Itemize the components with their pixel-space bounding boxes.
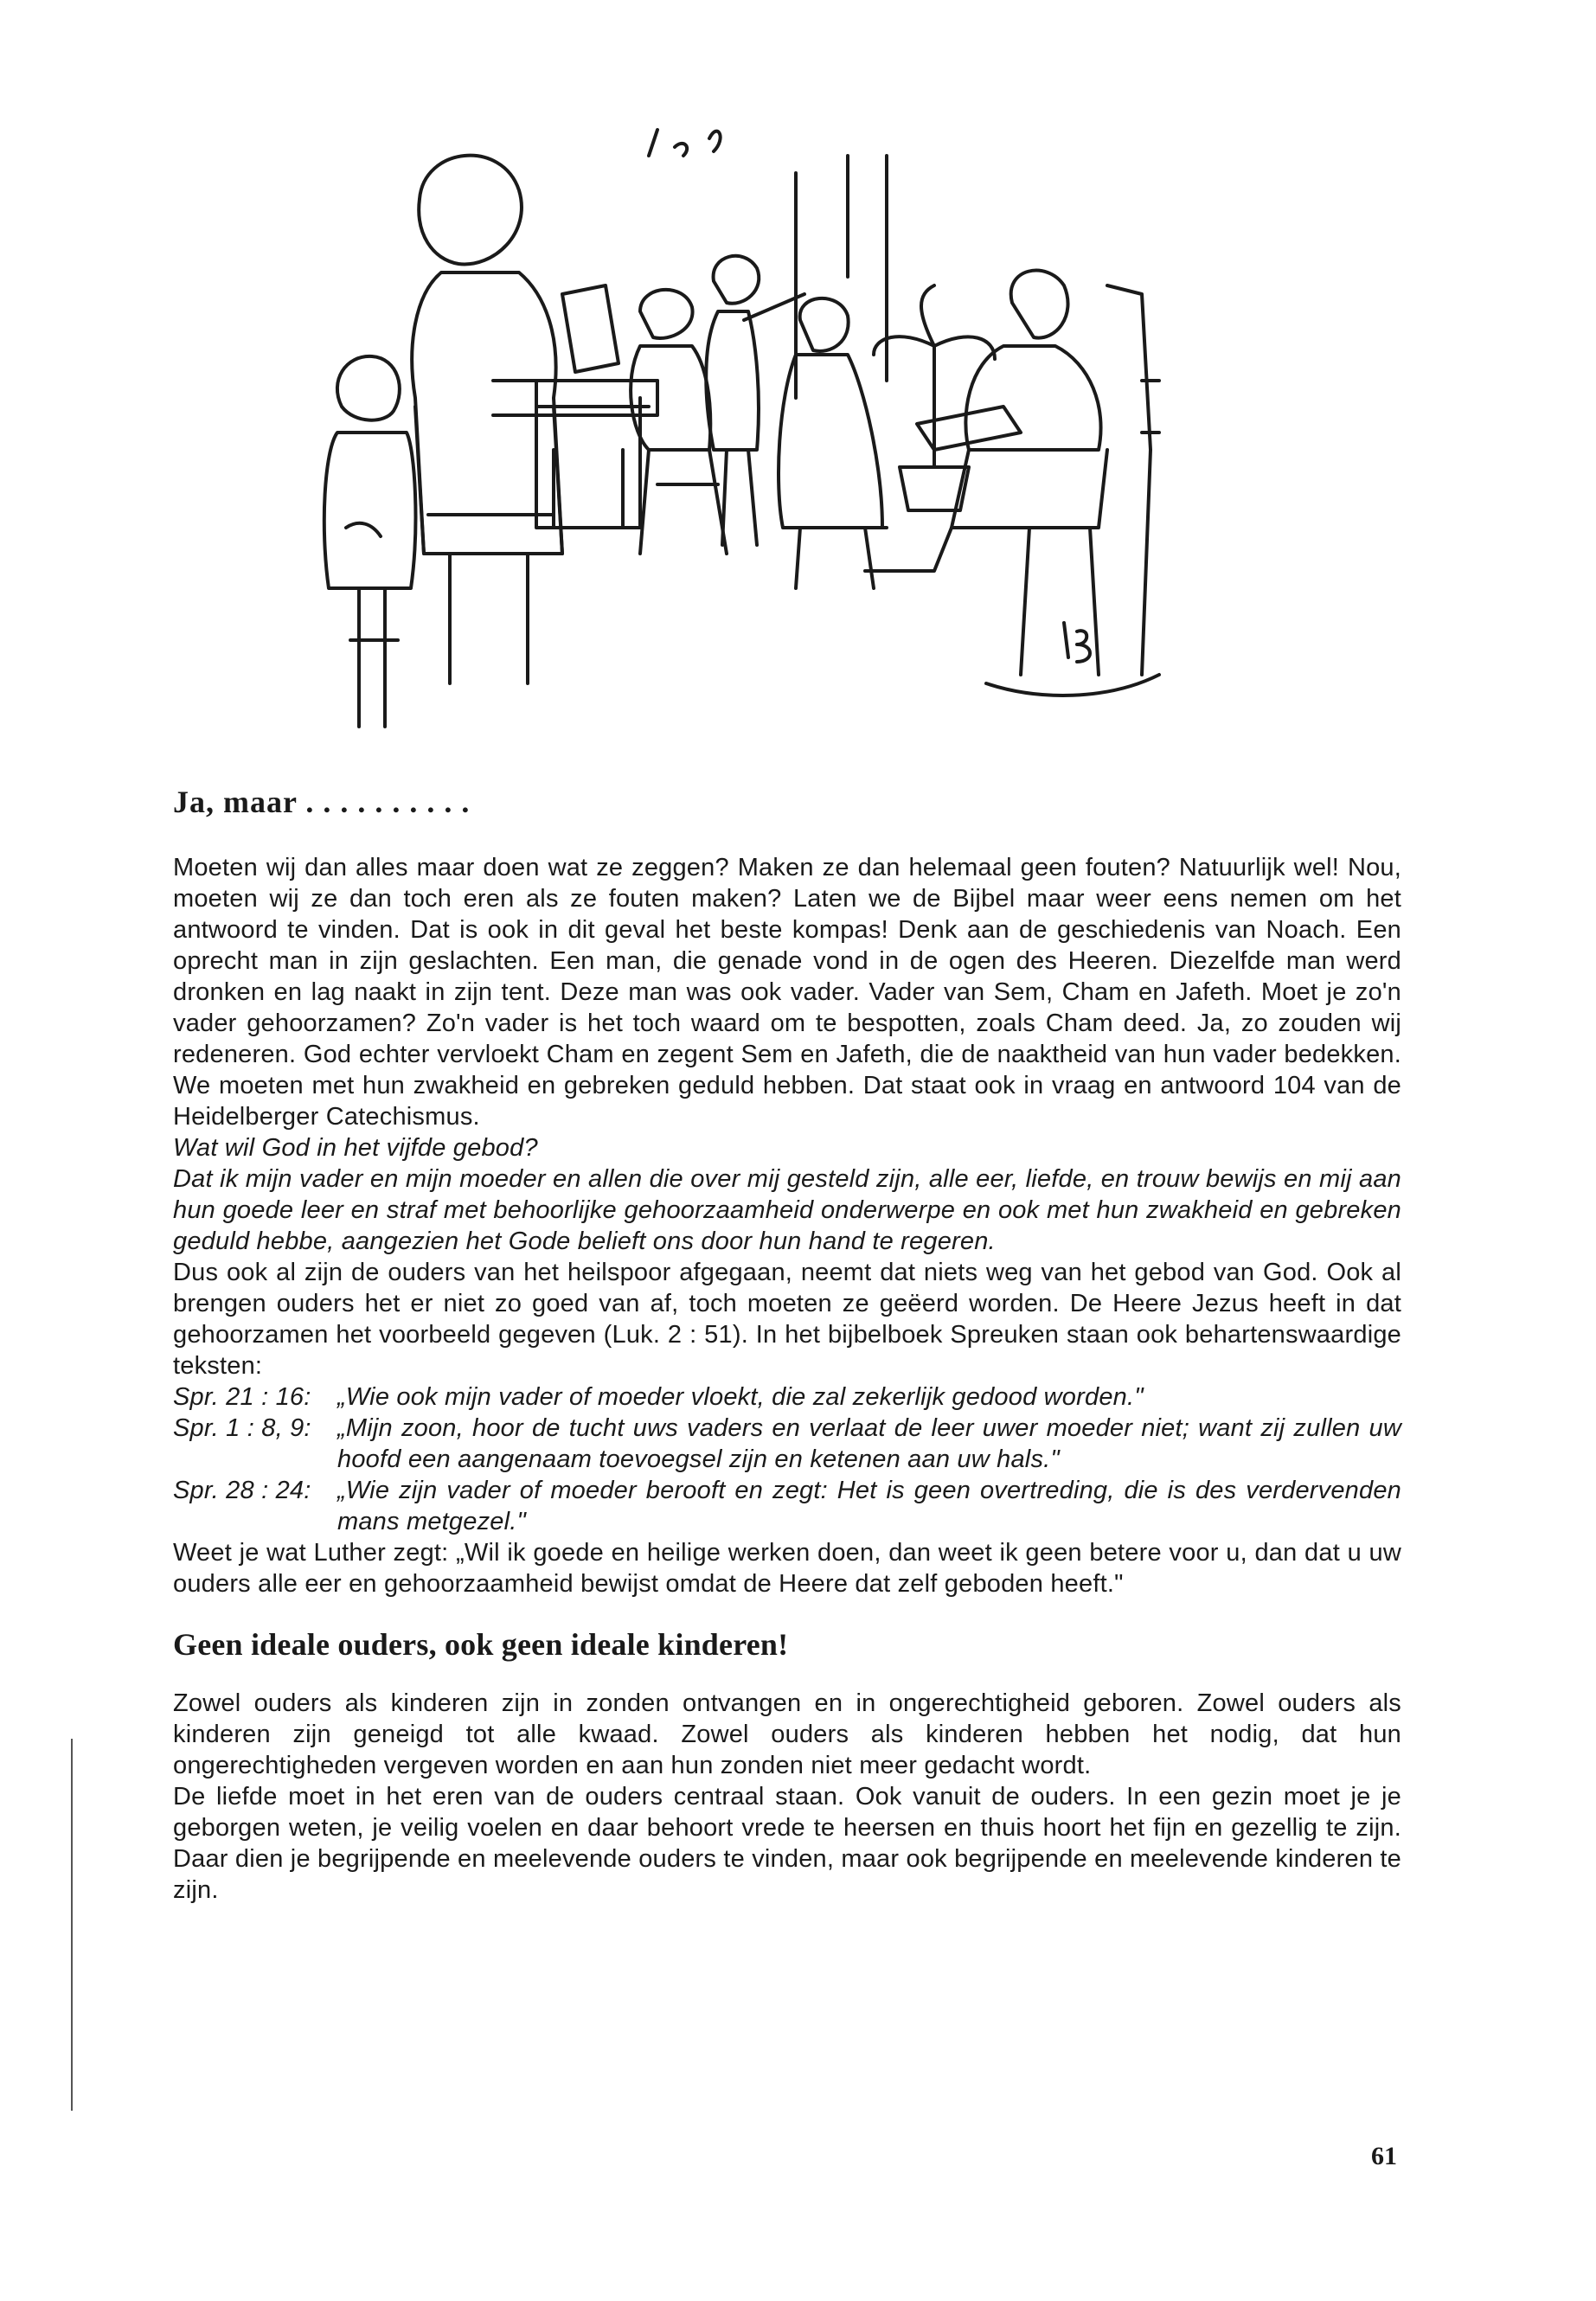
paragraph-liefde: De liefde moet in het eren van de ouders centraal staan. Ook vanuit de ouders. In een gezin moet je je geborgen weten, je veilig voelen en daar behoort vrede te heersen en thuis hoort het fijn en gezellig te zijn. Daar dien je begrijpende en meelevende ouders te vinden, maar ook begrijpende en meelevende kinderen te zijn. [173, 1783, 1401, 1904]
section-heading-geen-ideale-ouders: Geen ideale ouders, ook geen ideale kinderen! [173, 1627, 789, 1662]
quote-spr-28 [173, 1475, 1401, 1537]
quote-spr-1 [173, 1413, 1401, 1475]
family-illustration [277, 121, 1315, 779]
music-notes-scribble [649, 130, 721, 156]
quote-spr-21 [173, 1381, 1401, 1413]
quote-text: „Wie ook mijn vader of moeder vloekt, die zal zekerlijk gedood worden." [337, 1383, 1144, 1411]
violin-player-figure [706, 256, 804, 545]
catechism-question: Wat wil God in het vijfde gebod? [173, 1134, 538, 1162]
child-figure [324, 356, 416, 727]
margin-rule [71, 1739, 73, 2111]
quote-reference: Spr. 1 : 8, 9: [173, 1414, 311, 1442]
house-plant [874, 285, 995, 510]
paragraph-spreuken: Dus ook al zijn de ouders van het heilspoor afgegaan, neemt dat niets weg van het gebod van God. Ook al brengen ouders het er niet zo goed van af, toch moeten ze geëerd worden. De Heere Jezus heeft in dat gehoorzamen het voorbeeld gegeven (Luk. 2 : 51). In het bijbelboek Spreuken staan ook behartenswaardige teksten: [173, 1259, 1401, 1380]
artist-monogram [1064, 623, 1090, 662]
family-drawing [277, 121, 1315, 779]
quote-reference: Spr. 21 : 16: [173, 1383, 311, 1411]
paragraph-zonden: Zowel ouders als kinderen zijn in zonden ontvangen en in ongerechtigheid geboren. Zowel ouders als kinderen zijn geneigd tot alle kwaad. Zowel ouders als kinderen hebben het nodig, dat hun ongerechtigheden vergeven worden en aan hun zonden niet meer gedacht wordt. [173, 1689, 1401, 1779]
quote-text: „Wie zijn vader of moeder berooft en zegt: Het is geen overtreding, die is des verdervenden mans metgezel." [337, 1477, 1401, 1535]
catechism-answer: Dat ik mijn vader en mijn moeder en allen die over mij gesteld zijn, alle eer, liefde, en trouw bewijs en mij aan hun goede leer en straf met behoorlijke gehoorzaamheid onderwerpe en ook met hun zwakheid en gebreken geduld hebbe, aangezien het Gode belieft ons door hun hand te regeren. [173, 1165, 1401, 1255]
page-number: 61 [1371, 2142, 1397, 2170]
door-frame [796, 156, 887, 398]
woman-figure [412, 156, 562, 683]
quote-text: „Mijn zoon, hoor de tucht uws vaders en verlaat de leer uwer moeder niet; want zij zullen uw hoofd een aangenaam toevoegsel zijn en ketenen aan uw hals." [337, 1414, 1401, 1473]
paragraph-intro: Moeten wij dan alles maar doen wat ze zeggen? Maken ze dan helemaal geen fouten? Natuurlijk wel! Nou, moeten wij ze dan toch eren als ze fouten maken? Laten we de Bijbel maar weer eens nemen om het antwoord te vinden. Dat is ook in dit geval het beste kompas! Denk aan de geschiedenis van Noach. Een oprecht man in zijn geslachten. Een man, die genade vond in de ogen des Heeren. Diezelfde man werd dronken en lag naakt in zijn tent. Deze man was ook vader. Vader van Sem, Cham en Jafeth. Moet je zo'n vader gehoorzamen? Zo'n vader is het toch waard om te bespotten, zoals Cham deed. Ja, zo zouden wij redeneren. God echter vervloekt Cham en zegent Sem en Jafeth, die de naaktheid van hun vader bedekken. We moeten met hun zwakheid en gebreken geduld hebben. Dat staat ook in vraag en antwoord 104 van de Heidelberger Catechismus. [173, 854, 1401, 1131]
section-heading-ja-maar: Ja, maar . . . . . . . . . . [173, 785, 471, 819]
quote-reference: Spr. 28 : 24: [173, 1477, 311, 1504]
article-body [173, 783, 1401, 1906]
paragraph-luther: Weet je wat Luther zegt: „Wil ik goede en heilige werken doen, dan weet ik geen betere voor u, dan dat u uw ouders alle eer en gehoorzaamheid bewijst omdat de Heere dat zelf geboden heeft." [173, 1539, 1401, 1598]
